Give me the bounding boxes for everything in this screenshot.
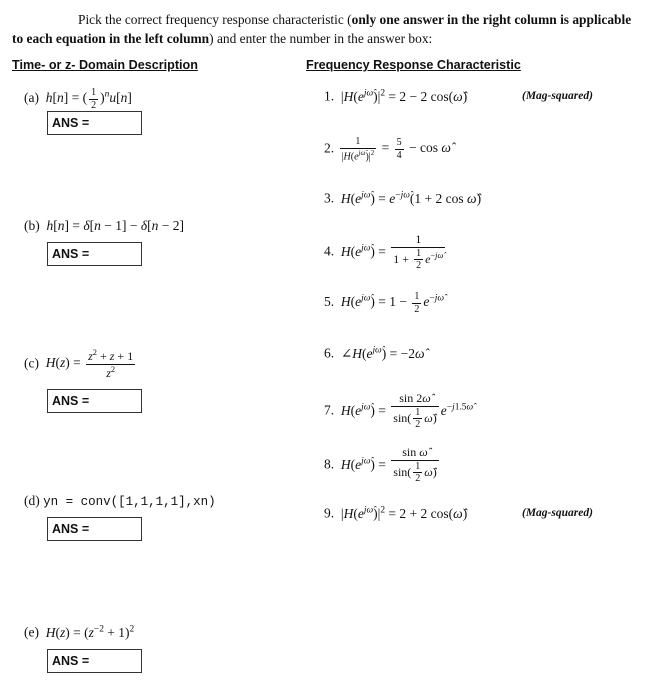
item-b (24, 218, 184, 234)
option-4 (324, 233, 447, 272)
option-7 (324, 392, 473, 431)
option-1-equation: $|H(e^{j\omegâ})|^2 = 2 - 2$ cos(ω̂) (337, 88, 468, 104)
option-9-equation: $|H(e^{j\omegâ})|^2 = 2 + 2$ cos(ω̂) (337, 505, 468, 521)
option-1-tag: (Mag-squared) (522, 90, 593, 102)
item-d-label: (d) (24, 493, 40, 508)
option-2-equation: $\frac{1}{|H(e^{j\omegâ})|^2}$ = $\frac{5}{4}$ − cos ω̂ (341, 136, 451, 162)
instructions-prefix: Pick the correct frequency response characteristic ( (78, 12, 352, 27)
item-e-equation: $H(z) = (z^{-2} + 1)^2$ (45, 624, 135, 640)
item-d (24, 493, 216, 509)
item-a-equation: h[n] = ( $\frac{1}{2}$ )$^n$u[n] (45, 87, 132, 111)
item-c-equation: H(z) = $\frac{z^2 + z + 1}{z^2}$ (45, 348, 134, 380)
item-e-label: (e) (24, 624, 39, 640)
ans-label-b: ANS = (52, 247, 90, 261)
option-3-number: 3. (324, 190, 335, 206)
item-a (24, 87, 132, 111)
item-e (24, 624, 134, 641)
option-6-equation: $\angle H(e^{j\omegâ})$ = −2ω̂ (337, 345, 425, 361)
option-1 (324, 88, 467, 105)
left-column-header: Time- or z- Domain Description (12, 58, 198, 72)
option-3-equation: $H(e^{j\omegâ}) = e^{-j\omegâ}(1 + 2$ cos ω̂) (340, 190, 482, 206)
option-7-number: 7. (324, 402, 335, 418)
ans-box-d[interactable] (47, 517, 142, 541)
item-b-label: (b) (24, 218, 40, 233)
instructions-bold: only one answer in the right column is applicable to each equation in the left column (12, 12, 632, 46)
ans-label-d: ANS = (52, 522, 90, 536)
ans-label-e: ANS = (52, 654, 90, 668)
option-1-number: 1. (324, 88, 335, 104)
ans-box-e[interactable] (47, 649, 142, 673)
option-8-equation: $H(e^{j\omegâ})$ = sin ω̂ sin( $\frac{1}{2}$ ω̂) (340, 445, 437, 485)
option-9-number: 9. (324, 505, 335, 521)
option-9 (324, 505, 467, 522)
option-3 (324, 190, 481, 207)
ans-box-c[interactable] (47, 389, 142, 413)
ans-label-c: ANS = (52, 394, 90, 408)
instructions (12, 10, 637, 48)
ans-label-a: ANS = (52, 116, 90, 130)
option-5 (324, 291, 444, 315)
option-2 (324, 136, 451, 162)
item-c-label: (c) (24, 355, 39, 371)
option-5-number: 5. (324, 294, 335, 310)
option-5-equation: $H(e^{j\omegâ}) = 1$ − $\frac{1}{2}$ $e^{-j\omegâ}$ (340, 291, 445, 315)
instructions-suffix: ) and enter the number in the answer box: (209, 31, 433, 46)
item-d-code: yn = conv([1,1,1,1],xn) (43, 495, 216, 509)
item-b-equation: h[n] = δ[n − 1] − δ[n − 2] (46, 218, 185, 233)
option-4-equation: $H(e^{j\omegâ})$ = 1 1 + $\frac{1}{2}$ $e^{-j\omegâ}$ (340, 232, 444, 272)
option-6 (324, 345, 425, 362)
item-a-label: (a) (24, 90, 39, 106)
option-8-number: 8. (324, 456, 335, 472)
option-2-number: 2. (324, 140, 335, 156)
right-column-header: Frequency Response Characteristic (306, 58, 521, 72)
option-8 (324, 446, 441, 485)
ans-box-a[interactable] (47, 111, 142, 135)
option-4-number: 4. (324, 243, 335, 259)
option-7-equation: $H(e^{j\omegâ})$ = sin 2ω̂ sin( $\frac{1}{2}$ ω̂) $e^{-j1.5\omegâ}$ (340, 391, 474, 431)
ans-box-b[interactable] (47, 242, 142, 266)
item-c (24, 348, 137, 381)
option-9-tag: (Mag-squared) (522, 507, 593, 519)
option-6-number: 6. (324, 345, 335, 361)
